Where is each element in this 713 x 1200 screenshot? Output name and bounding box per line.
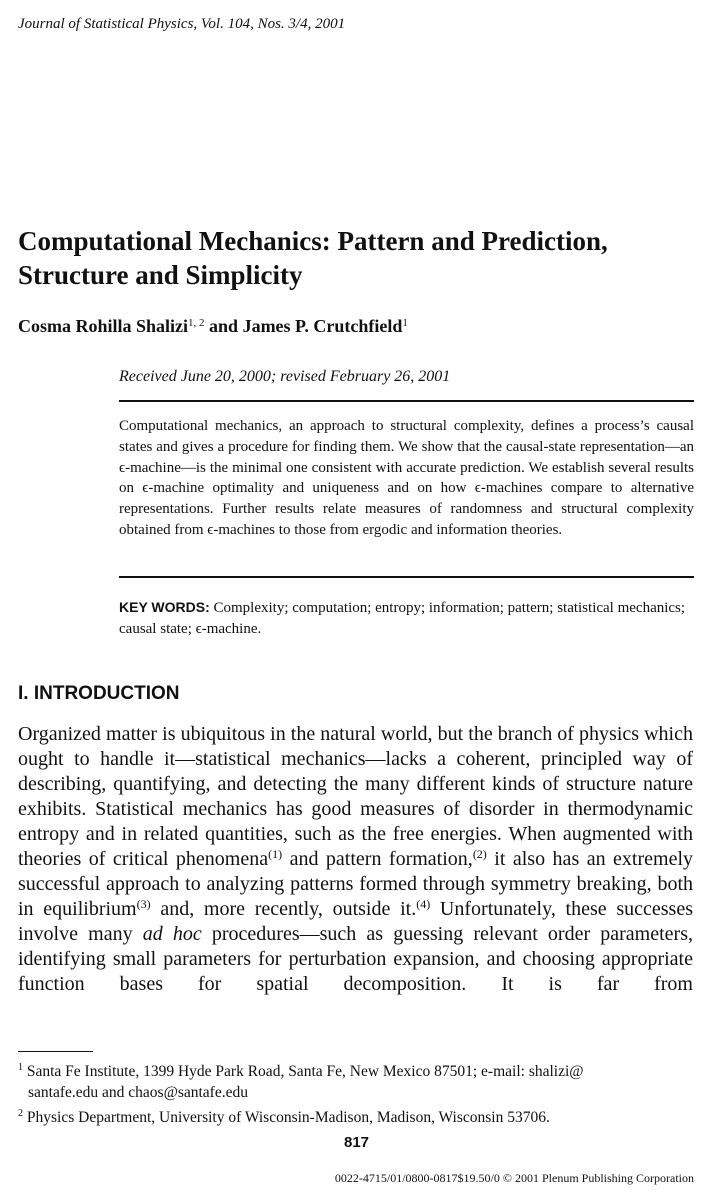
intro-paragraph xyxy=(18,722,693,997)
author-1: Cosma Rohilla Shalizi xyxy=(18,316,189,336)
abstract: Computational mechanics, an approach to structural complexity, defines a process’s causal states and gives a procedure for finding them. We show that the causal-state representation—an ϵ-machine—is the minimal one consistent with accurate prediction. We establish several results on ϵ-machine optimality and uniqueness and on how ϵ-machines compare to alternative representations. Further results relate measures of randomness and structural complexity obtained from ϵ-machines to those from ergodic and information theories. xyxy=(119,418,694,538)
paper-title xyxy=(18,224,698,292)
keywords-label: KEY WORDS: xyxy=(119,599,210,615)
footnote-2 xyxy=(18,1103,693,1128)
footnote-rule xyxy=(18,1051,93,1052)
author-connector: and xyxy=(204,316,243,336)
keywords xyxy=(119,597,694,640)
footnote-1-mark: 1 xyxy=(18,1062,23,1073)
author-2-affiliation: 1 xyxy=(402,317,408,329)
footnote-1 xyxy=(18,1057,693,1082)
keywords-text: Complexity; computation; entropy; information; pattern; statistical mechanics; causal state; ϵ-machine. xyxy=(119,600,686,637)
author-1-affiliation: 1, 2 xyxy=(188,317,205,329)
body-text-2: and pattern formation, xyxy=(282,848,473,870)
journal-header: Journal of Statistical Physics, Vol. 104, Nos. 3/4, 2001 xyxy=(18,16,346,32)
copyright-line: 0022-4715/01/0800-0817$19.50/0 © 2001 Plenum Publishing Corporation xyxy=(334,1171,694,1185)
page-number: 817 xyxy=(343,1134,370,1151)
section-heading: I. INTRODUCTION xyxy=(18,683,180,704)
citation-4[interactable]: (4) xyxy=(416,897,431,911)
footnote-2-text: Physics Department, University of Wisconsin-Madison, Madison, Wisconsin 53706. xyxy=(26,1109,550,1126)
body-text-6: procedures—such as guessing relevant order parameters, identifying small parameters for perturbation expansion, and choosing appropriate function bases for spatial decomposition. It is far from xyxy=(18,923,693,995)
abstract-bottom-rule xyxy=(119,576,694,578)
body-italic: ad hoc xyxy=(142,923,202,945)
authors xyxy=(18,316,408,337)
body-text-5: Unfortunately, these successes involve many xyxy=(18,898,693,945)
body-text-3: it also has an extremely successful approach to analyzing patterns formed through symmetry breaking, both in equilibrium xyxy=(18,848,694,920)
body-text-1: Organized matter is ubiquitous in the natural world, but the branch of physics which ought to handle it—statistical mechanics—lacks a coherent, principled way of describing, quantifying, and detecting the many different kinds of structure nature exhibits. Statistical mechanics has good measures of disorder in thermodynamic entropy and in related quantities, such as the free energies. When augmented with theories of critical phenomena xyxy=(18,723,693,870)
title-line-1: Computational Mechanics: Pattern and Prediction, xyxy=(18,226,608,256)
footnote-2-mark: 2 xyxy=(18,1108,23,1119)
received-dates: Received June 20, 2000; revised February 26, 2001 xyxy=(119,368,451,385)
footnote-1-text: Santa Fe Institute, 1399 Hyde Park Road, Santa Fe, New Mexico 87501; e-mail: shalizi@ xyxy=(26,1063,584,1080)
body-text-4: and, more recently, outside it. xyxy=(150,898,417,920)
citation-3[interactable]: (3) xyxy=(136,897,151,911)
footnote-1-continued: santafe.edu and chaos@santafe.edu xyxy=(28,1084,248,1101)
citation-1[interactable]: (1) xyxy=(268,847,283,861)
author-2: James P. Crutchfield xyxy=(242,316,403,336)
citation-2[interactable]: (2) xyxy=(472,847,487,861)
title-line-2: Structure and Simplicity xyxy=(18,260,303,290)
footnotes xyxy=(18,1057,693,1128)
abstract-top-rule xyxy=(119,400,694,402)
